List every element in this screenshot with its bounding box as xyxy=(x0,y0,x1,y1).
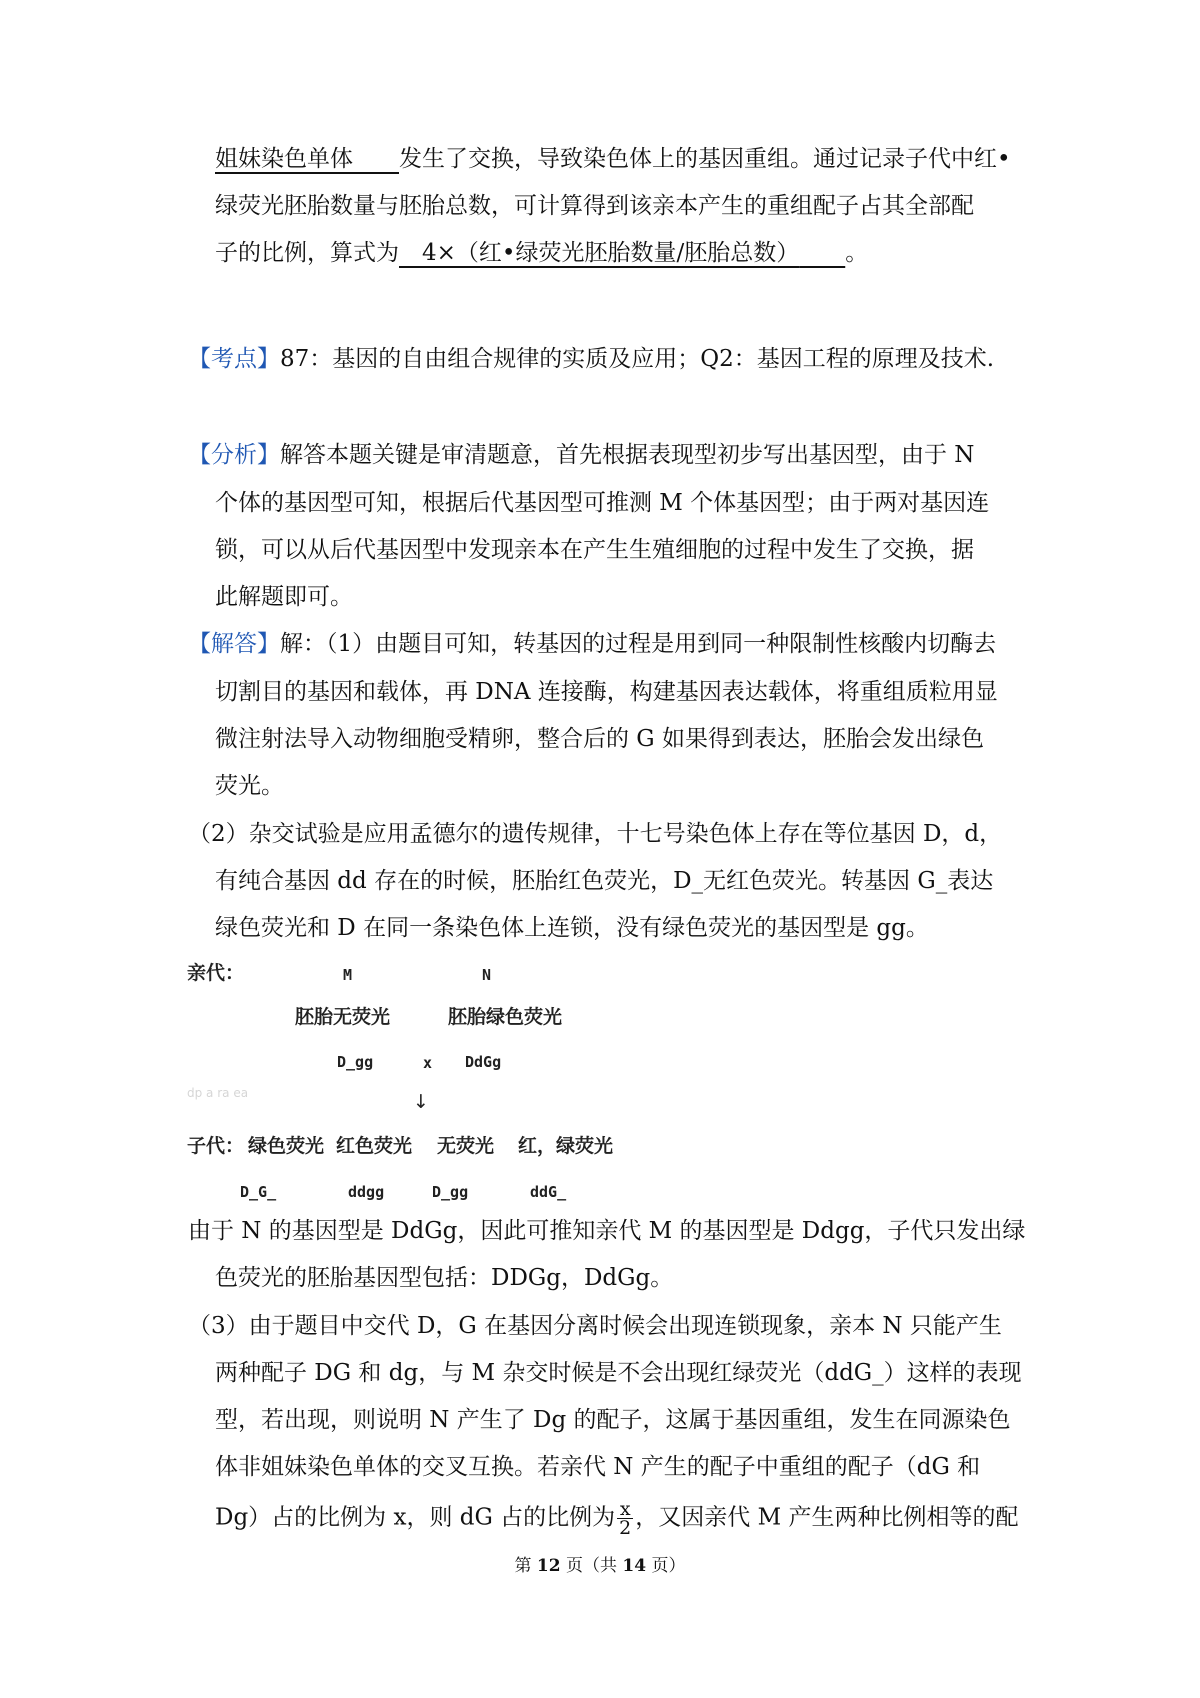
after-diagram-line-1: 由于 N 的基因型是 DdGg，因此可推知亲代 M 的基因型是 Ddgg，子代只发出绿 xyxy=(188,1218,1026,1244)
fenxi-line-3: 锁，可以从后代基因型中发现亲本在产生生殖细胞的过程中发生了交换，据 xyxy=(215,537,974,563)
footer-total-pages: 14 xyxy=(622,1556,647,1576)
footer-page-number: 12 xyxy=(536,1556,561,1576)
diagram-child-g2: ddgg xyxy=(348,1183,385,1201)
diagram-child-green: 绿色荧光 xyxy=(248,1135,325,1157)
kaodian-label: 【考点】 xyxy=(188,346,280,372)
part2-line-3: 绿色荧光和 D 在同一条染色体上连锁，没有绿色荧光的基因型是 gg。 xyxy=(215,915,929,941)
fenxi-line-2: 个体的基因型可知，根据后代基因型可推测 M 个体基因型；由于两对基因连 xyxy=(215,490,990,516)
part3-line-1: （3）由于题目中交代 D，G 在基因分离时候会出现连锁现象，亲本 N 只能产生 xyxy=(188,1313,1002,1339)
kaodian-text: 87：基因的自由组合规律的实质及应用；Q2：基因工程的原理及技术. xyxy=(280,346,995,372)
fenxi-line-1 xyxy=(188,439,974,471)
diagram-m-phenotype: 胚胎无荧光 xyxy=(295,1006,391,1028)
part3-line-5-post: ，又因亲代 M 产生两种比例相等的配 xyxy=(635,1504,1019,1531)
diagram-child-g3: D_gg xyxy=(432,1183,469,1201)
diagram-cross-sign: x xyxy=(423,1054,433,1072)
blank-answer-2: 4×（红•绿荧光胚胎数量/胚胎总数） xyxy=(422,240,800,266)
answer-line-1 xyxy=(215,143,1011,175)
answer-line-3-post: 。 xyxy=(845,240,869,266)
diagram-child-none: 无荧光 xyxy=(437,1135,495,1157)
answer-line-2: 绿荧光胚胎数量与胚胎总数，可计算得到该亲本产生的重组配子占其全部配 xyxy=(215,193,974,219)
jieda-line-3: 微注射法导入动物细胞受精卵，整合后的 G 如果得到表达，胚胎会发出绿色 xyxy=(215,726,984,752)
diagram-parent-label: 亲代： xyxy=(187,962,245,984)
jieda-line-4: 荧光。 xyxy=(215,773,284,799)
diagram-child-g1: D_G_ xyxy=(240,1183,277,1201)
part2-line-2: 有纯合基因 dd 存在的时候，胚胎红色荧光，D_无红色荧光。转基因 G_表达 xyxy=(215,868,994,894)
kaodian-line xyxy=(188,343,994,375)
part3-line-5-pre: Dg）占的比例为 x，则 dG 占的比例为 xyxy=(215,1504,616,1531)
blank-answer-2-pad-l xyxy=(399,240,422,266)
fenxi-label: 【分析】 xyxy=(188,442,280,468)
diagram-child-g4: ddG_ xyxy=(530,1183,567,1201)
answer-line-3 xyxy=(215,237,868,269)
diagram-child-red: 红色荧光 xyxy=(336,1135,413,1157)
part3-line-2: 两种配子 DG 和 dg，与 M 杂交时候是不会出现红绿荧光（ddG_）这样的表现 xyxy=(215,1360,1022,1386)
diagram-child-red-green: 红，绿荧光 xyxy=(518,1135,614,1157)
diagram-arrow-down: ↓ xyxy=(413,1091,429,1113)
blank-answer-1: 姐妹染色单体 xyxy=(215,146,353,172)
part2-line-1: （2）杂交试验是应用孟德尔的遗传规律，十七号染色体上存在等位基因 D，d， xyxy=(188,821,1003,847)
part3-line-5 xyxy=(215,1500,1018,1537)
diagram-n-genotype: DdGg xyxy=(465,1053,502,1071)
jieda-text-1: 解：（1）由题目可知，转基因的过程是用到同一种限制性核酸内切酶去 xyxy=(280,631,997,657)
page-footer xyxy=(0,1554,1200,1578)
fraction-numerator: x xyxy=(617,1500,633,1519)
answer-line-1-text: 发生了交换，导致染色体上的基因重组。通过记录子代中红• xyxy=(399,146,1011,172)
part3-line-4: 体非姐妹染色单体的交叉互换。若亲代 N 产生的配子中重组的配子（dG 和 xyxy=(215,1454,981,1480)
footer-pre: 第 xyxy=(514,1556,537,1576)
after-diagram-line-2: 色荧光的胚胎基因型包括：DDGg，DdGg。 xyxy=(215,1265,674,1291)
jieda-line-1 xyxy=(188,628,996,660)
fenxi-line-4: 此解题即可。 xyxy=(215,584,353,610)
diagram-parent-m: M xyxy=(343,966,353,984)
jieda-line-2: 切割目的基因和载体，再 DNA 连接酶，构建基因表达载体，将重组质粒用显 xyxy=(215,679,998,705)
blank-answer-1-pad xyxy=(353,146,399,172)
fraction-denominator: 2 xyxy=(619,1517,632,1539)
diagram-m-genotype: D_gg xyxy=(337,1053,374,1071)
jieda-label: 【解答】 xyxy=(188,631,280,657)
part3-line-3: 型，若出现，则说明 N 产生了 Dg 的配子，这属于基因重组，发生在同源染色 xyxy=(215,1407,1011,1433)
footer-post: 页） xyxy=(646,1556,686,1576)
diagram-parent-n: N xyxy=(482,966,492,984)
diagram-n-phenotype: 胚胎绿色荧光 xyxy=(448,1006,563,1028)
diagram-faint-marks: dp a ra ea xyxy=(187,1086,249,1100)
footer-mid: 页（共 xyxy=(560,1556,623,1576)
fraction-x-over-2 xyxy=(617,1500,633,1537)
blank-answer-2-pad-r xyxy=(799,240,845,266)
diagram-child-label: 子代： xyxy=(187,1135,245,1157)
answer-line-3-pre: 子的比例，算式为 xyxy=(215,240,399,266)
fenxi-text-1: 解答本题关键是审清题意，首先根据表现型初步写出基因型，由于 N xyxy=(280,442,975,468)
